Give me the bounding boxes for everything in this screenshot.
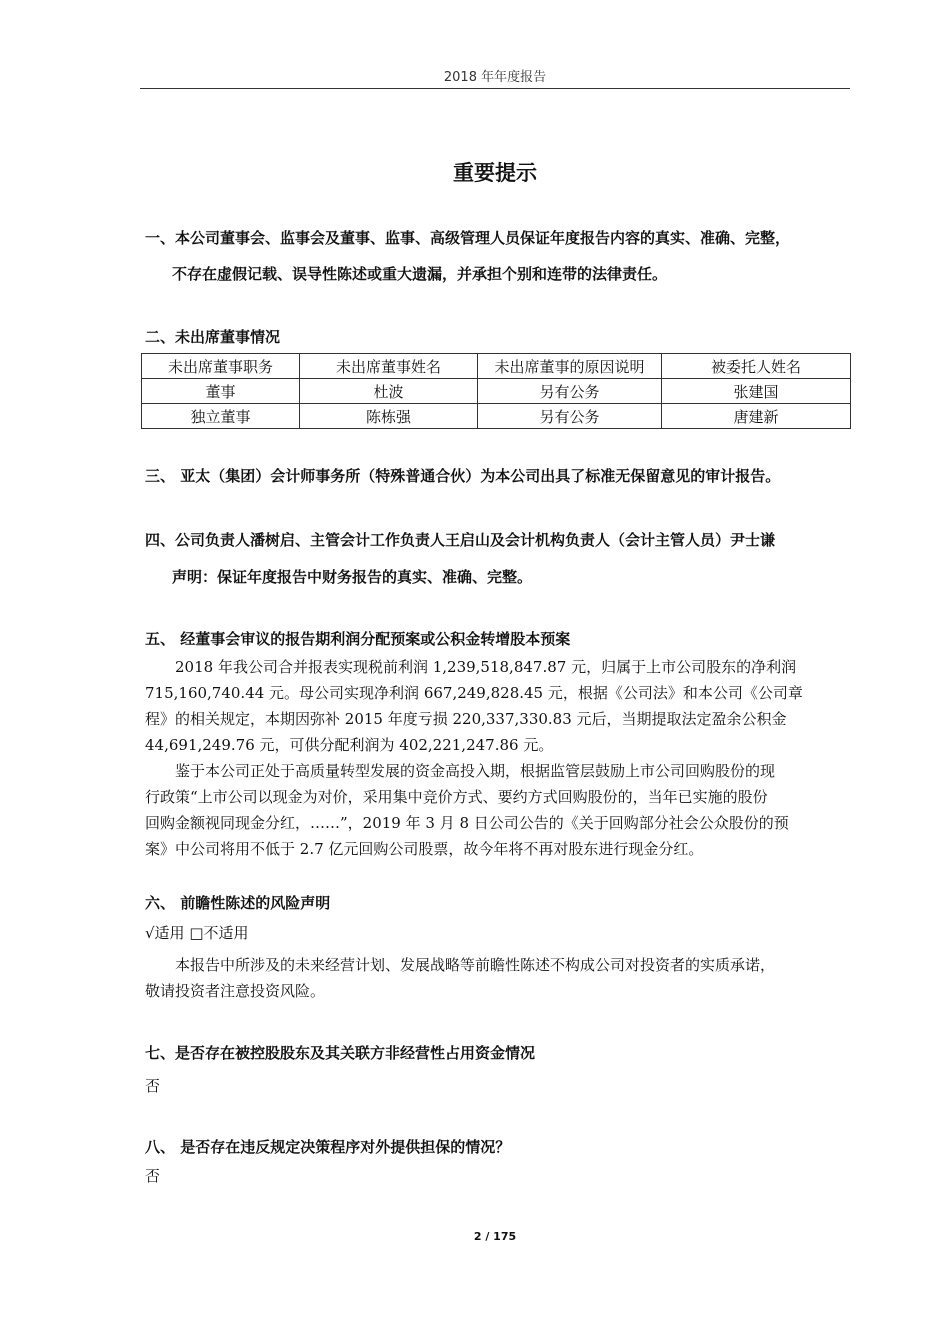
risk-statement-paragraph — [145, 952, 855, 1004]
paragraph-line: 本报告中所涉及的未来经营计划、发展战略等前瞻性陈述不构成公司对投资者的实质承诺， — [175, 956, 776, 974]
paragraph-line: 行政策“上市公司以现金为对价，采用集中竞价方式、要约方式回购股份的，当年已实施的股份 — [145, 788, 768, 806]
paragraph-line: 敬请投资者注意投资风险。 — [145, 982, 326, 1000]
section-7-heading: 七、是否存在被控股股东及其关联方非经营性占用资金情况 — [145, 1044, 536, 1062]
table-header-row — [142, 354, 851, 379]
table-row — [142, 404, 851, 429]
table-cell: 唐建新 — [662, 404, 851, 429]
absent-directors-table — [141, 353, 851, 429]
paragraph-line: 715,160,740.44 元。母公司实现净利润 667,249,828.45 元，根据《公司法》和本公司《公司章 — [145, 684, 803, 702]
profit-distribution-paragraph-1 — [145, 654, 855, 758]
section-7-answer: 否 — [145, 1077, 161, 1095]
table-cell: 另有公务 — [478, 379, 662, 404]
table-cell: 杜波 — [300, 379, 478, 404]
paragraph-line: 回购金额视同现金分红，……”，2019 年 3 月 8 日公司公告的《关于回购部分社会公众股份的预 — [145, 814, 789, 832]
section-4-line-1: 四、公司负责人潘树启、主管会计工作负责人王启山及会计机构负责人（会计主管人员）尹士谦 — [145, 531, 776, 549]
paragraph-line: 鉴于本公司正处于高质量转型发展的资金高投入期，根据监管层鼓励上市公司回购股份的现 — [175, 762, 776, 780]
table-cell: 陈栋强 — [300, 404, 478, 429]
section-4-line-2: 声明：保证年度报告中财务报告的真实、准确、完整。 — [172, 568, 533, 586]
table-header-cell: 未出席董事的原因说明 — [478, 354, 662, 379]
paragraph-line: 44,691,249.76 元，可供分配利润为 402,221,247.86 元。 — [145, 736, 554, 754]
section-6-heading: 六、 前瞻性陈述的风险声明 — [145, 894, 331, 912]
table-cell: 另有公务 — [478, 404, 662, 429]
section-8-heading: 八、 是否存在违反规定决策程序对外提供担保的情况？ — [145, 1138, 511, 1156]
page-number: 2 / 175 — [473, 1230, 517, 1243]
table-row — [142, 379, 851, 404]
section-2-heading: 二、未出席董事情况 — [145, 328, 281, 346]
paragraph-line: 程》的相关规定，本期因弥补 2015 年度亏损 220,337,330.83 元后，当期提取法定盈余公积金 — [145, 710, 787, 728]
table-header-cell: 未出席董事姓名 — [300, 354, 478, 379]
table-cell: 张建国 — [662, 379, 851, 404]
applicability-options: √适用 □不适用 — [145, 924, 249, 942]
section-5-heading: 五、 经董事会审议的报告期利润分配预案或公积金转增股本预案 — [145, 630, 571, 648]
table-header-cell: 未出席董事职务 — [142, 354, 300, 379]
profit-distribution-paragraph-2 — [145, 758, 855, 862]
running-header: 2018 年年度报告 — [443, 70, 547, 85]
paragraph-line: 2018 年我公司合并报表实现税前利润 1,239,518,847.87 元，归属于上市公司股东的净利润 — [175, 658, 797, 676]
section-3-text: 三、 亚太（集团）会计师事务所（特殊普通合伙）为本公司出具了标准无保留意见的审计报告。 — [145, 467, 781, 485]
table-cell: 独立董事 — [142, 404, 300, 429]
paragraph-line: 案》中公司将用不低于 2.7 亿元回购公司股票，故今年将不再对股东进行现金分红。 — [145, 840, 704, 858]
header-divider — [140, 88, 850, 89]
section-8-answer: 否 — [145, 1167, 161, 1185]
page-title: 重要提示 — [453, 161, 537, 185]
table-cell: 董事 — [142, 379, 300, 404]
section-1-line-2: 不存在虚假记载、误导性陈述或重大遗漏，并承担个别和连带的法律责任。 — [172, 265, 668, 283]
section-1-line-1: 一、本公司董事会、监事会及董事、监事、高级管理人员保证年度报告内容的真实、准确、完整， — [145, 229, 791, 247]
table-header-cell: 被委托人姓名 — [662, 354, 851, 379]
